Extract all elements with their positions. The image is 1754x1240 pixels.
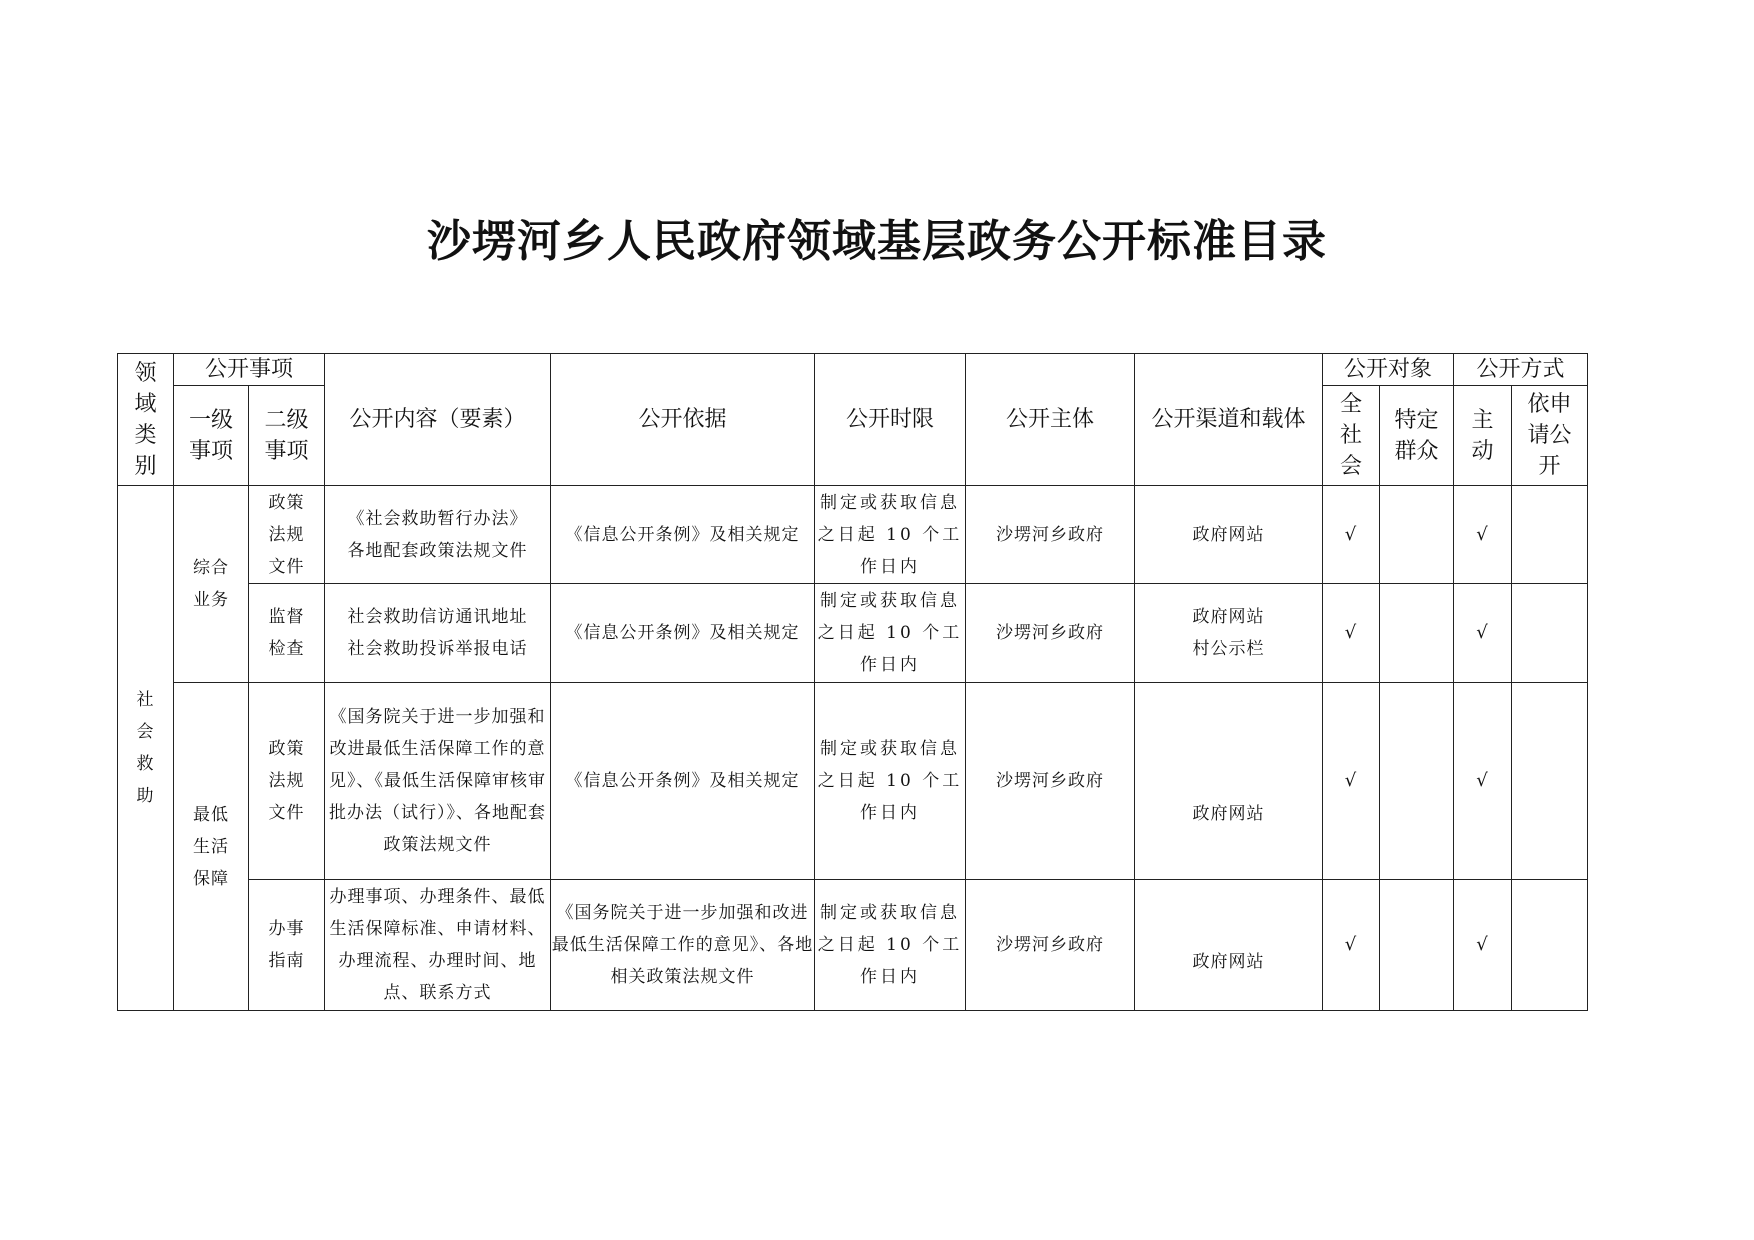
on-request-cell [1512, 880, 1588, 1011]
catalog-table [117, 353, 1588, 1011]
header-level2: 二级事项 [249, 386, 325, 486]
basis-cell: 《信息公开条例》及相关规定 [551, 683, 815, 880]
time-limit-cell: 制定或获取信息之日起 10 个工作日内 [815, 584, 966, 683]
time-limit-cell: 制定或获取信息之日起 10 个工作日内 [815, 880, 966, 1011]
document-title: 沙塄河乡人民政府领域基层政务公开标准目录 [427, 216, 1327, 267]
whole-society-check: √ [1323, 584, 1380, 683]
active-check: √ [1454, 486, 1512, 584]
header-channel: 公开渠道和载体 [1135, 354, 1323, 486]
whole-society-check: √ [1323, 880, 1380, 1011]
table-row [118, 584, 1588, 683]
header-on-request: 依申请公开 [1512, 386, 1588, 486]
active-check: √ [1454, 584, 1512, 683]
header-level1: 一级事项 [174, 386, 249, 486]
on-request-cell [1512, 584, 1588, 683]
header-subject: 公开主体 [966, 354, 1135, 486]
header-content: 公开内容（要素） [325, 354, 551, 486]
content-cell: 办理事项、办理条件、最低生活保障标准、申请材料、办理流程、办理时间、地点、联系方式 [325, 880, 551, 1011]
header-basis: 公开依据 [551, 354, 815, 486]
subject-cell: 沙塄河乡政府 [966, 683, 1135, 880]
header-time-limit: 公开时限 [815, 354, 966, 486]
domain-cell: 社会救助 [118, 486, 174, 1011]
basis-cell: 《信息公开条例》及相关规定 [551, 486, 815, 584]
basis-cell: 《信息公开条例》及相关规定 [551, 584, 815, 683]
active-check: √ [1454, 683, 1512, 880]
channel-cell: 政府网站 村公示栏 [1135, 584, 1323, 683]
on-request-cell [1512, 486, 1588, 584]
level2-cell: 政策法规文件 [249, 486, 325, 584]
level2-cell: 办事指南 [249, 880, 325, 1011]
header-specific-group: 特定群众 [1380, 386, 1454, 486]
whole-society-check: √ [1323, 486, 1380, 584]
header-audience: 公开对象 [1323, 354, 1454, 386]
channel-cell: 政府网站 [1135, 880, 1323, 1011]
level1-cell: 综合业务 [174, 486, 249, 683]
channel-cell: 政府网站 [1135, 486, 1323, 584]
on-request-cell [1512, 683, 1588, 880]
subject-cell: 沙塄河乡政府 [966, 880, 1135, 1011]
specific-group-cell [1380, 486, 1454, 584]
header-method: 公开方式 [1454, 354, 1588, 386]
content-cell: 《国务院关于进一步加强和改进最低生活保障工作的意见》、《最低生活保障审核审批办法（试行）》、各地配套政策法规文件 [325, 683, 551, 880]
specific-group-cell [1380, 683, 1454, 880]
table-row [118, 880, 1588, 1011]
channel-cell: 政府网站 [1135, 683, 1323, 880]
whole-society-check: √ [1323, 683, 1380, 880]
active-check: √ [1454, 880, 1512, 1011]
basis-cell: 《国务院关于进一步加强和改进最低生活保障工作的意见》、各地相关政策法规文件 [551, 880, 815, 1011]
header-whole-society: 全社会 [1323, 386, 1380, 486]
level2-cell: 监督检查 [249, 584, 325, 683]
header-domain-category: 领域类别 [118, 354, 174, 486]
table-row [118, 486, 1588, 584]
header-active: 主动 [1454, 386, 1512, 486]
header-public-items: 公开事项 [174, 354, 325, 386]
time-limit-cell: 制定或获取信息之日起 10 个工作日内 [815, 683, 966, 880]
subject-cell: 沙塄河乡政府 [966, 584, 1135, 683]
time-limit-cell: 制定或获取信息之日起 10 个工作日内 [815, 486, 966, 584]
specific-group-cell [1380, 880, 1454, 1011]
table-row [118, 683, 1588, 880]
content-cell: 《社会救助暂行办法》 各地配套政策法规文件 [325, 486, 551, 584]
specific-group-cell [1380, 584, 1454, 683]
level2-cell: 政策法规文件 [249, 683, 325, 880]
content-cell: 社会救助信访通讯地址 社会救助投诉举报电话 [325, 584, 551, 683]
subject-cell: 沙塄河乡政府 [966, 486, 1135, 584]
level1-cell: 最低生活保障 [174, 683, 249, 1011]
